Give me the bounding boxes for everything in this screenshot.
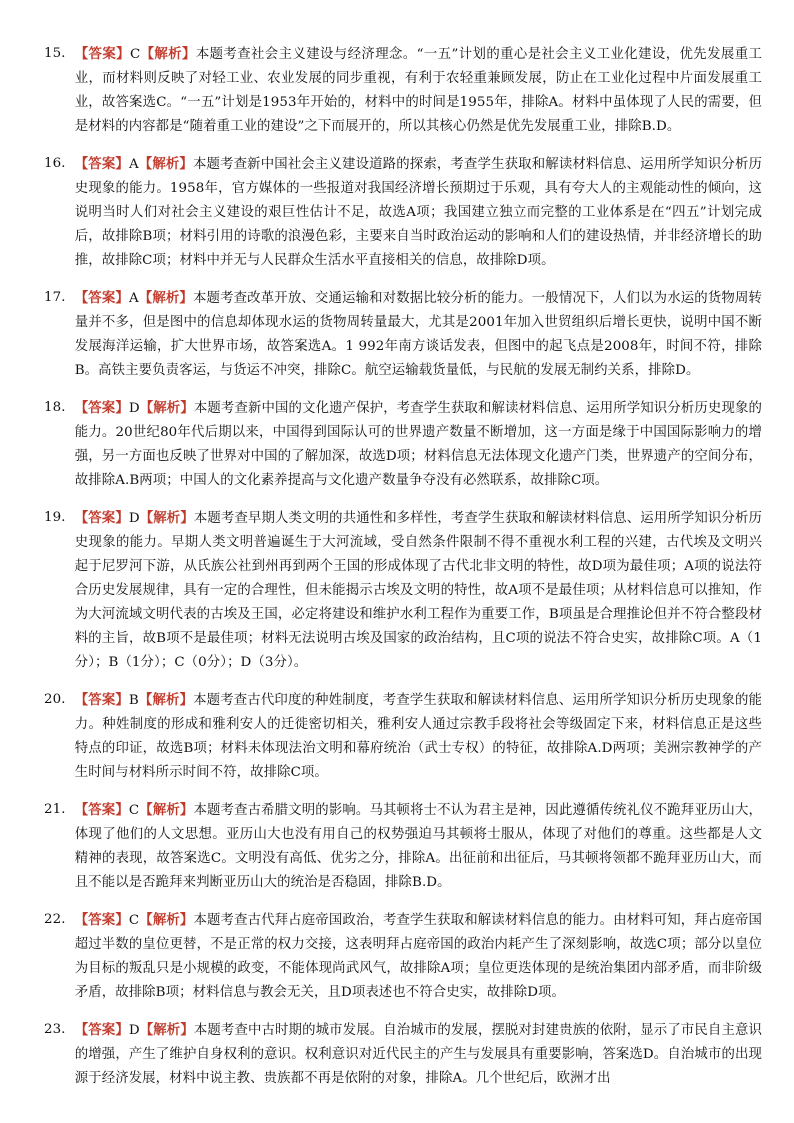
answer-item-21 [44, 798, 762, 895]
analysis-text: 本题考查古希腊文明的影响。马其顿将士不认为君主是神，因此遵循传统礼仪不跪拜亚历山大，体现了他们的人文思想。亚历山大也没有用自己的权势强迫马其顿将士服从，体现了对他们的尊重。这些都是人文精神的表现，故答案选C。文明没有高低、优劣之分，排除A。出征前和出征后，马其顿将领都不跪拜亚历山大，而且不能以是否跪拜来判断亚历山大的统治是否稳固，排除B.D。 [74, 803, 762, 890]
question-number: 15． [44, 46, 75, 61]
answer-letter: C [128, 803, 140, 818]
answer-tag: 【答案】 [74, 46, 130, 62]
analysis-tag: 【解析】 [138, 290, 193, 306]
answer-letter: A [128, 157, 139, 172]
answer-text [75, 286, 762, 383]
answer-item-16 [44, 152, 762, 273]
answer-text [75, 1018, 762, 1091]
answer-letter: C [128, 913, 140, 928]
answer-text [75, 798, 762, 895]
answer-tag: 【答案】 [74, 912, 129, 928]
question-number: 21． [44, 802, 75, 817]
answer-tag: 【答案】 [74, 692, 129, 708]
answer-page [44, 42, 762, 1104]
answer-letter: C [129, 47, 141, 62]
analysis-tag: 【解析】 [139, 1022, 194, 1038]
analysis-text: 本题考查新中国社会主义建设道路的探索，考查学生获取和解读材料信息、运用所学知识分析历史现象的能力。1958年，官方媒体的一些报道对我国经济增长预期过于乐观，具有夸大人的主观能动性的倾向，这说明当时人们对社会主义建设的艰巨性估计不足，故选A项；我国建立独立而完整的工业体系是在“四五”计划完成后，故排除B项；材料引用的诗歌的浪漫色彩，主要来自当时政治运动的影响和人们的建设热情，并非经济增长的助推，故排除C项；材料中并无与人民群众生活水平直接相关的信息，故排除D项。 [74, 157, 762, 268]
analysis-text: 本题考查中古时期的城市发展。自治城市的发展，摆脱对封建贵族的依附，显示了市民自主意识的增强，产生了维护自身权利的意识。权利意识对近代民主的产生与发展具有重要影响，答案选D。自治城市的出现源于经济发展，材料中说主教、贵族都不再是依附的对象，排除A。几个世纪后，欧洲才出 [74, 1023, 762, 1086]
question-number: 19． [44, 510, 75, 525]
answer-item-22 [44, 908, 762, 1005]
question-number: 20． [44, 692, 75, 707]
answer-item-18 [44, 396, 762, 493]
answer-letter: D [128, 511, 140, 526]
answer-letter: D [128, 401, 140, 416]
answer-tag: 【答案】 [74, 802, 129, 818]
answer-text [75, 152, 762, 273]
analysis-tag: 【解析】 [139, 912, 194, 928]
analysis-text: 本题考查古代拜占庭帝国政治，考查学生获取和解读材料信息的能力。由材料可知，拜占庭帝国超过半数的皇位更替，不是正常的权力交接，这表明拜占庭帝国的政治内耗产生了深刻影响，故选C项；部分以皇位为目标的叛乱只是小规模的政变，不能体现尚武风气，故排除A项；皇位更迭体现的是统治集团内部矛盾，而非阶级矛盾，故排除B项；材料信息与教会无关，且D项表述也不符合史实，故排除D项。 [74, 913, 762, 1000]
analysis-text: 本题考查古代印度的种姓制度，考查学生获取和解读材料信息、运用所学知识分析历史现象的能力。种姓制度的形成和雅利安人的迁徙密切相关，雅利安人通过宗教手段将社会等级固定下来，材料信息正是这些特点的印证，故选B项；材料未体现法治文明和幕府统治（武士专权）的特征，故排除A.D两项；美洲宗教神学的产生时间与材料所示时间不符，故排除C项。 [74, 693, 762, 780]
question-number: 17． [44, 290, 75, 305]
analysis-tag: 【解析】 [138, 692, 194, 708]
answer-letter: D [128, 1023, 140, 1038]
answer-text [75, 506, 762, 675]
answer-item-19 [44, 506, 762, 675]
analysis-tag: 【解析】 [139, 400, 194, 416]
question-number: 18． [44, 400, 75, 415]
question-number: 22． [44, 912, 75, 927]
answer-item-17 [44, 286, 762, 383]
analysis-text: 本题考查新中国的文化遗产保护，考查学生获取和解读材料信息、运用所学知识分析历史现象的能力。20世纪80年代后期以来，中国得到国际认可的世界遗产数量不断增加，这一方面是缘于中国国际影响力的增强，另一方面也反映了世界对中国的了解加深，故选D项；材料信息无法体现文化遗产门类，世界遗产的空间分布，故排除A.B两项；中国人的文化素养提高与文化遗产数量争夺没有必然联系，故排除C项。 [74, 401, 762, 488]
answer-tag: 【答案】 [74, 156, 129, 172]
analysis-tag: 【解析】 [138, 156, 193, 172]
answer-letter: B [128, 693, 139, 708]
analysis-tag: 【解析】 [139, 510, 194, 526]
answer-item-15 [44, 42, 762, 139]
answer-text [75, 908, 762, 1005]
answer-tag: 【答案】 [74, 1022, 129, 1038]
answer-tag: 【答案】 [74, 290, 129, 306]
answer-tag: 【答案】 [74, 510, 129, 526]
answer-tag: 【答案】 [74, 400, 129, 416]
analysis-text: 本题考查早期人类文明的共通性和多样性，考查学生获取和解读材料信息、运用所学知识分析历史现象的能力。早期人类文明普遍诞生于大河流域，受自然条件限制不得不重视水利工程的兴建，古代埃及文明兴起于尼罗河下游，从氏族公社到州再到两个王国的形成体现了古代北非文明的特性，故D项为最佳项；A项的说法符合历史发展规律，具有一定的合理性，但未能揭示古埃及文明的特性，故A项不是最佳项；从材料信息可以推知，作为大河流域文明代表的古埃及王国，必定将建设和维护水利工程作为重要工作，B项虽是合理推论但并不符合整段材料的主旨，故B项不是最佳项；材料无法说明古埃及国家的政治结构，且C项的说法不符合史实，故排除C项。A（1分）；B（1分）；C（0分）；D（3分）。 [74, 511, 762, 670]
answer-letter: A [128, 291, 139, 306]
analysis-tag: 【解析】 [140, 46, 196, 62]
answer-text [75, 688, 762, 785]
answer-text [75, 42, 762, 139]
analysis-text: 本题考查社会主义建设与经济理念。“一五”计划的重心是社会主义工业化建设，优先发展重工业，而材料则反映了对轻工业、农业发展的同步重视，有利于农轻重兼顾发展，防止在工业化过程中片面发展重工业，故答案选C。“一五”计划是1953年开始的，材料中的时间是1955年，排除A。材料中虽体现了人民的需要，但是材料的内容都是“随着重工业的建设”之下而展开的，所以其核心仍然是优先发展重工业，排除B.D。 [74, 47, 762, 134]
analysis-text: 本题考查改革开放、交通运输和对数据比较分析的能力。一般情况下，人们以为水运的货物周转量并不多，但是图中的信息却体现水运的货物周转量最大，尤其是2001年加入世贸组织后增长更快，说明中国不断发展海洋运输，扩大世界市场，故答案选A。1 992年南方谈话发表，但图中的起飞点是2008年，时间不符，排除B。高铁主要负责客运，与货运不冲突，排除C。航空运输载货量低，与民航的发展无制约关系，排除D。 [74, 291, 762, 378]
answer-item-23 [44, 1018, 762, 1091]
answer-item-20 [44, 688, 762, 785]
answer-text [75, 396, 762, 493]
question-number: 16． [44, 156, 75, 171]
question-number: 23． [44, 1022, 75, 1037]
analysis-tag: 【解析】 [139, 802, 194, 818]
